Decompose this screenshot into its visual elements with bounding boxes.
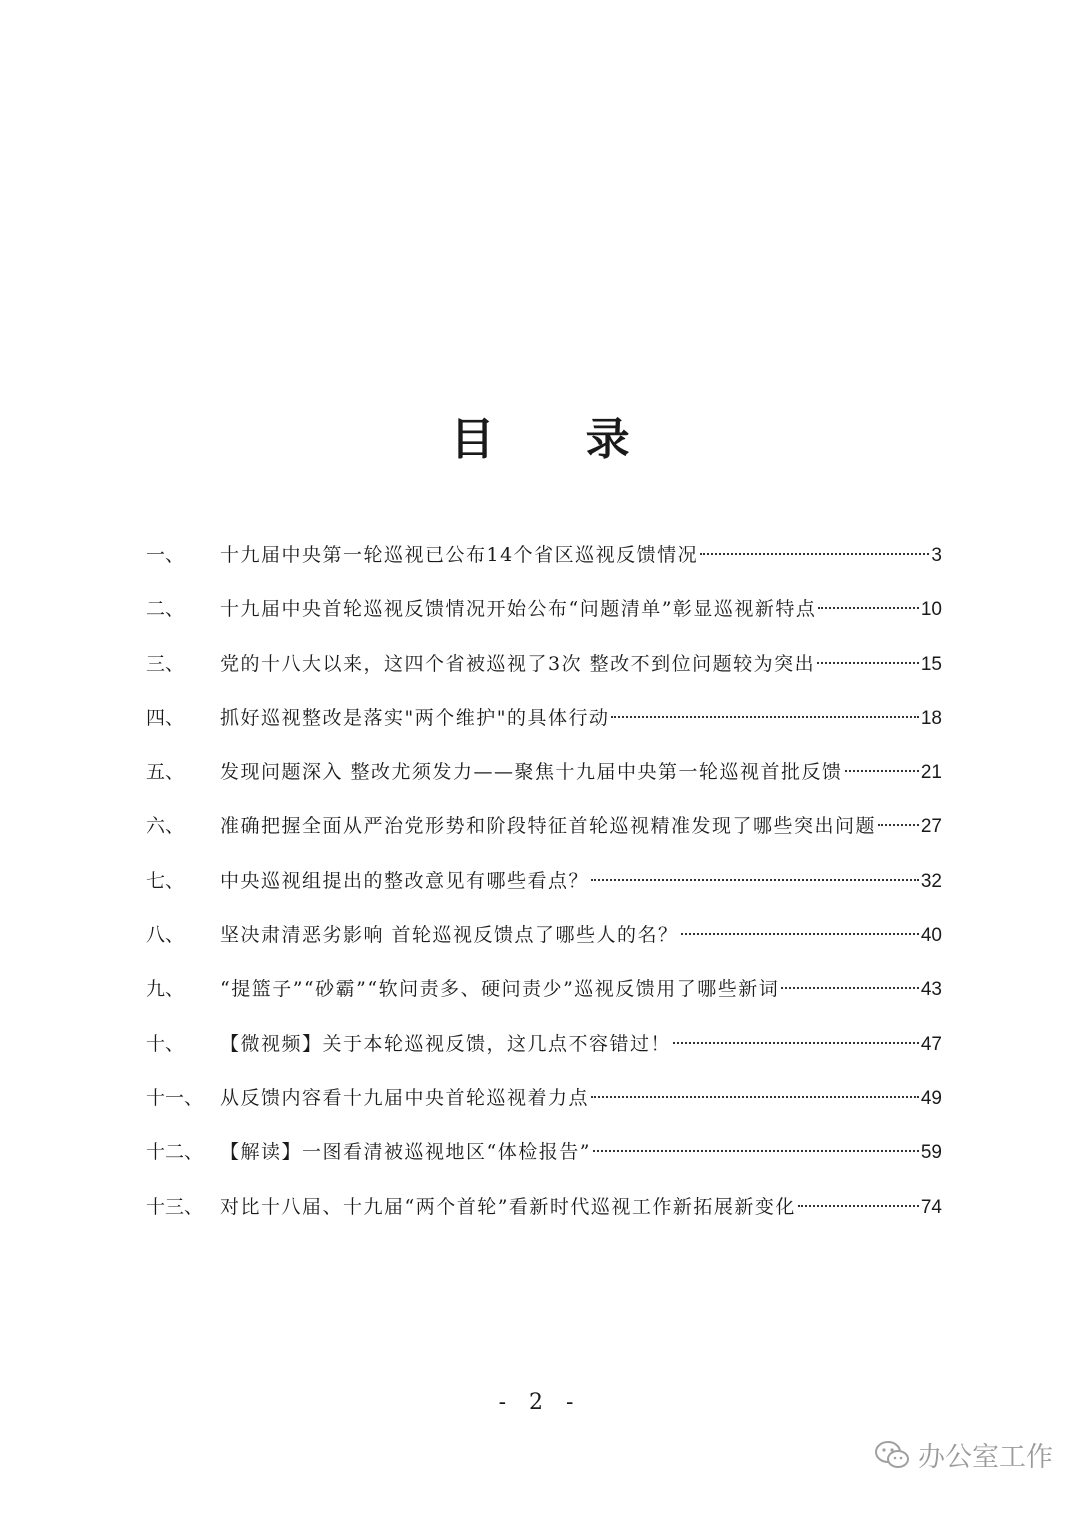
toc-entry (146, 1180, 942, 1234)
toc-entry-title: “提篮子”“砂霸”“软问责多、硬问责少”巡视反馈用了哪些新词 (220, 978, 780, 1001)
toc-entry-number: 十一、 (146, 1086, 204, 1109)
toc-dot-leader (845, 770, 919, 772)
toc-entry-title: 发现问题深入 整改尤须发力——聚焦十九届中央第一轮巡视首批反馈 (220, 761, 843, 784)
toc-entry-title: 中央巡视组提出的整改意见有哪些看点？ (220, 869, 590, 892)
toc-entry-page: 49 (920, 1087, 942, 1109)
toc-entry (146, 799, 942, 853)
toc-entry-number: 二、 (146, 598, 185, 621)
toc-entry-page: 40 (920, 925, 942, 947)
toc-entry-title: 坚决肃清恶劣影响 首轮巡视反馈点了哪些人的名？ (220, 924, 679, 947)
toc-entry (146, 1017, 942, 1071)
toc-entry-title: 十九届中央第一轮巡视已公布14个省区巡视反馈情况 (220, 544, 699, 566)
toc-entry-page: 47 (920, 1033, 942, 1055)
toc-entry (146, 1071, 942, 1125)
toc-entry (146, 582, 942, 636)
wechat-icon (874, 1440, 910, 1470)
page-title: 目 录 (450, 414, 668, 465)
toc-dot-leader (591, 1096, 919, 1098)
toc-dot-leader (591, 879, 919, 881)
toc-entry-page: 21 (920, 762, 942, 784)
toc-entry (146, 908, 942, 962)
toc-entry-page: 3 (931, 545, 942, 566)
toc-dot-leader (798, 1205, 919, 1207)
toc-entry (146, 1125, 942, 1179)
toc-entry (146, 528, 942, 582)
toc-entry-page: 15 (920, 653, 942, 675)
toc-dot-leader (817, 662, 919, 664)
page-number: - 2 - (498, 1390, 582, 1415)
toc-entry-number: 十二、 (146, 1141, 204, 1164)
toc-entry-page: 10 (920, 599, 942, 621)
toc-dot-leader (681, 933, 919, 935)
watermark-text: 办公室工作 (918, 1442, 1053, 1473)
toc-entry-number: 九、 (146, 978, 185, 1001)
toc-entry (146, 854, 942, 908)
toc-entry-title: 党的十八大以来，这四个省被巡视了3次 整改不到位问题较为突出 (220, 652, 816, 675)
toc-entry-page: 74 (920, 1196, 942, 1218)
toc-dot-leader (673, 1042, 919, 1044)
toc-dot-leader (781, 987, 919, 989)
toc-entry-number: 四、 (146, 706, 185, 729)
toc-entry-number: 一、 (146, 544, 185, 566)
toc-entry-title: 准确把握全面从严治党形势和阶段特征首轮巡视精准发现了哪些突出问题 (220, 815, 877, 838)
toc-entry-title: 抓好巡视整改是落实"两个维护"的具体行动 (220, 706, 610, 729)
toc-entry-page: 18 (920, 707, 942, 729)
toc-entry-number: 十、 (146, 1032, 185, 1055)
toc-entry-title: 十九届中央首轮巡视反馈情况开始公布“问题清单”彰显巡视新特点 (220, 598, 817, 621)
toc-entry-page: 59 (920, 1142, 942, 1164)
toc-entry-number: 五、 (146, 761, 185, 784)
toc-entry-page: 43 (920, 979, 942, 1001)
toc-entry (146, 962, 942, 1016)
toc-dot-leader (818, 607, 918, 609)
toc-entry-number: 三、 (146, 652, 185, 675)
toc-entry-title: 【微视频】关于本轮巡视反馈，这几点不容错过！ (220, 1032, 672, 1055)
toc-entry-title: 从反馈内容看十九届中央首轮巡视着力点 (220, 1086, 590, 1109)
toc-entry (146, 637, 942, 691)
toc-entry-page: 27 (920, 816, 942, 838)
toc-entry-number: 十三、 (146, 1195, 204, 1218)
watermark (874, 1435, 1053, 1474)
toc-entry-number: 六、 (146, 815, 185, 838)
toc-entry-title: 【解读】一图看清被巡视地区“体检报告” (220, 1141, 591, 1164)
table-of-contents (146, 528, 942, 1234)
toc-entry-page: 32 (920, 870, 942, 892)
toc-dot-leader (593, 1150, 919, 1152)
toc-entry-number: 八、 (146, 924, 185, 947)
toc-dot-leader (611, 716, 918, 718)
toc-entry-number: 七、 (146, 869, 185, 892)
toc-entry (146, 745, 942, 799)
toc-entry-title: 对比十八届、十九届“两个首轮”看新时代巡视工作新拓展新变化 (220, 1195, 796, 1218)
toc-entry (146, 691, 942, 745)
toc-dot-leader (878, 824, 919, 826)
toc-dot-leader (700, 553, 929, 555)
